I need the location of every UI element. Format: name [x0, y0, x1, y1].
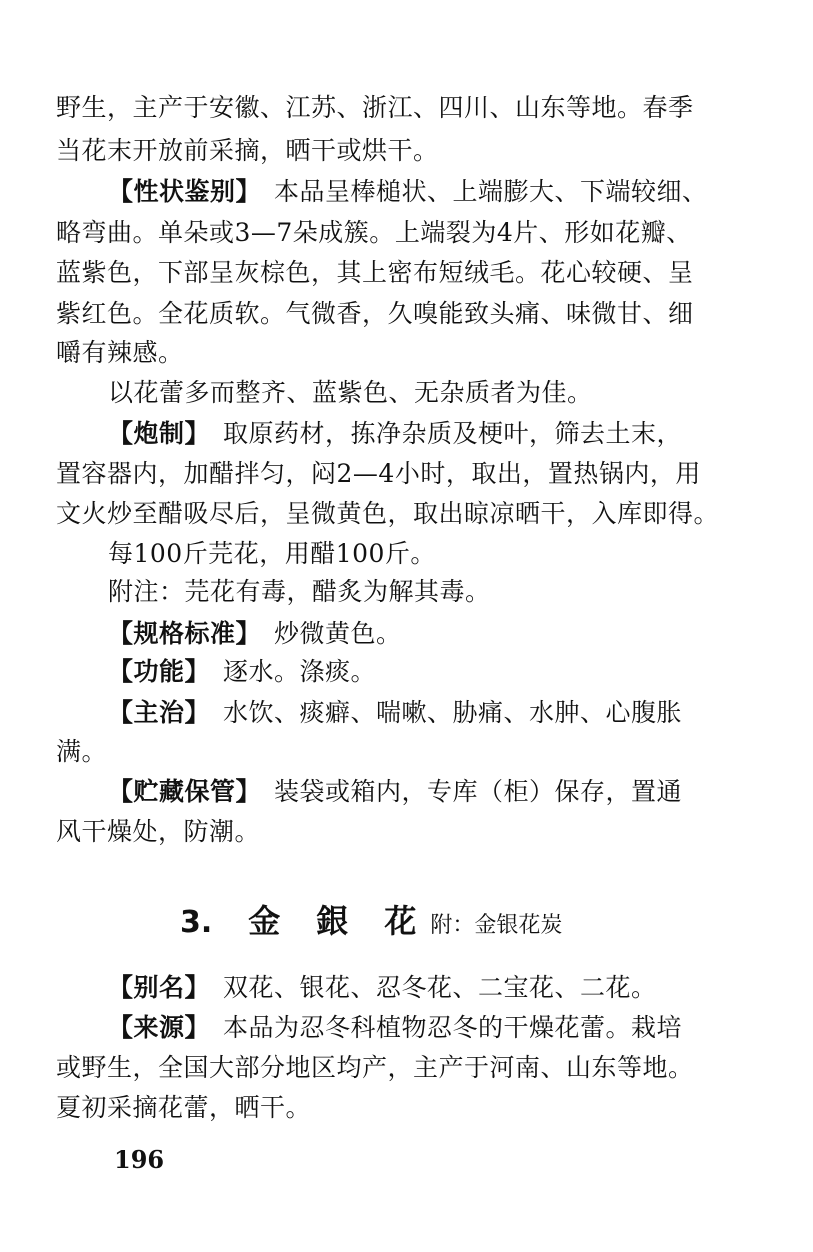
field-xingzhuang: 【性状鉴别】 本品呈棒槌状、上端膨大、下端较细、 — [108, 177, 708, 206]
field-guige: 【规格标准】 炒微黄色。 — [108, 619, 402, 648]
entry-title-char: 金 — [248, 902, 281, 940]
entry-title-char: 銀 — [316, 902, 349, 940]
entry-number: 3. — [180, 905, 213, 940]
entry-heading — [180, 896, 562, 942]
text-line: 野生，主产于安徽、江苏、浙江、四川、山东等地。春季 — [56, 93, 694, 122]
page-number: 196 — [114, 1145, 165, 1174]
field-gongneng: 【功能】 逐水。涤痰。 — [108, 657, 377, 686]
text-line: 蓝紫色，下部呈灰棕色，其上密布短绒毛。花心较硬、呈 — [56, 258, 694, 287]
text-line: 风干燥处，防潮。 — [56, 817, 261, 846]
text-line: 嚼有辣感。 — [56, 338, 184, 367]
field-bieming: 【别名】 双花、银花、忍冬花、二宝花、二花。 — [108, 973, 657, 1002]
text-line: 每100斤芫花，用醋100斤。 — [108, 539, 436, 568]
text-line: 满。 — [56, 737, 108, 766]
text-line: 当花末开放前采摘，晒干或烘干。 — [56, 136, 439, 165]
entry-title-char: 花 — [384, 902, 417, 940]
text-line: 略弯曲。单朵或3—7朵成簇。上端裂为4片、形如花瓣、 — [56, 218, 692, 247]
text-line: 文火炒至醋吸尽后，呈微黄色，取出晾凉晒干，入库即得。 — [56, 499, 720, 528]
text-line: 或野生，全国大部分地区均产，主产于河南、山东等地。 — [56, 1053, 694, 1082]
text-line: 以花蕾多而整齐、蓝紫色、无杂质者为佳。 — [108, 378, 593, 407]
field-zhuzhi: 【主治】 水饮、痰癖、喘嗽、胁痛、水肿、心腹胀 — [108, 698, 683, 727]
entry-subtitle: 附：金银花炭 — [430, 913, 563, 938]
text-line: 附注：芫花有毒，醋炙为解其毒。 — [108, 577, 491, 606]
text-line: 夏初采摘花蕾，晒干。 — [56, 1093, 312, 1122]
field-laiyuan: 【来源】 本品为忍冬科植物忍冬的干燥花蕾。栽培 — [108, 1013, 683, 1042]
field-zhucang: 【贮藏保管】 装袋或箱内，专库（柜）保存，置通 — [108, 777, 683, 806]
text-line: 置容器内，加醋拌匀，闷2—4小时，取出，置热锅内，用 — [56, 459, 701, 488]
text-line: 紫红色。全花质软。气微香，久嗅能致头痛、味微甘、细 — [56, 299, 694, 328]
field-paozhi: 【炮制】 取原药材，拣净杂质及梗叶，筛去土末， — [108, 419, 683, 448]
